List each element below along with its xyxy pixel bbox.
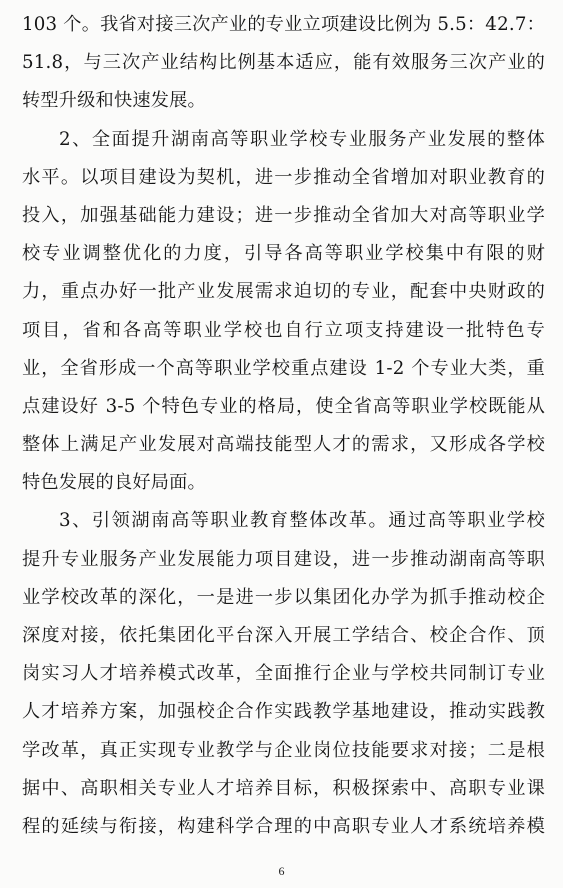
text-line: 特色发展的良好局面。 [22,472,206,494]
text-line: 提升专业服务产业发展能力项目建设，进一步推动湖南高等职 [22,548,545,570]
text-line: 力，重点办好一批产业发展需求迫切的专业，配套中央财政的 [22,281,545,303]
text-line: 水平。以项目建设为契机，进一步推动全省增加对职业教育的 [22,166,545,188]
paragraph-2 [22,121,545,503]
text-line: 51.8，与三次产业结构比例基本适应，能有效服务三次产业的 [22,52,545,74]
text-line: 项目，省和各高等职业学校也自行立项支持建设一批特色专 [22,319,545,341]
text-line: 校专业调整优化的力度，引导各高等职业学校集中有限的财 [22,243,545,265]
text-line: 转型升级和快速发展。 [22,90,206,112]
text-line: 103 个。我省对接三次产业的专业立项建设比例为 5.5：42.7： [22,14,545,35]
text-line: 岗实习人才培养模式改革，全面推行企业与学校共同制订专业 [22,663,545,685]
page-number: 6 [278,864,285,878]
text-line: 2、全面提升湖南高等职业学校专业服务产业发展的整体 [59,128,545,150]
text-line: 整体上满足产业发展对高端技能型人才的需求，又形成各学校 [22,434,545,456]
paragraph-1 [22,6,545,121]
text-line: 3、引领湖南高等职业教育整体改革。通过高等职业学校 [59,510,545,532]
text-line: 据中、高职相关专业人才培养目标，积极探索中、高职专业课 [22,777,545,799]
body-text [22,6,545,846]
text-line: 投入，加强基础能力建设；进一步推动全省加大对高等职业学 [22,204,545,226]
text-line: 人才培养方案，加强校企合作实践教学基地建设，推动实践教 [22,701,545,723]
text-line: 业学校改革的深化，一是进一步以集团化办学为抓手推动校企 [22,586,545,608]
text-line: 点建设好 3-5 个特色专业的格局，使全省高等职业学校既能从 [22,395,545,417]
text-line: 业，全省形成一个高等职业学校重点建设 1-2 个专业大类，重 [22,357,545,379]
text-line: 学改革，真正实现专业教学与企业岗位技能要求对接；二是根 [22,739,545,761]
paragraph-3 [22,502,545,846]
text-line: 程的延续与衔接，构建科学合理的中高职专业人才系统培养模 [22,815,545,837]
text-line: 深度对接，依托集团化平台深入开展工学结合、校企合作、顶 [22,625,545,646]
